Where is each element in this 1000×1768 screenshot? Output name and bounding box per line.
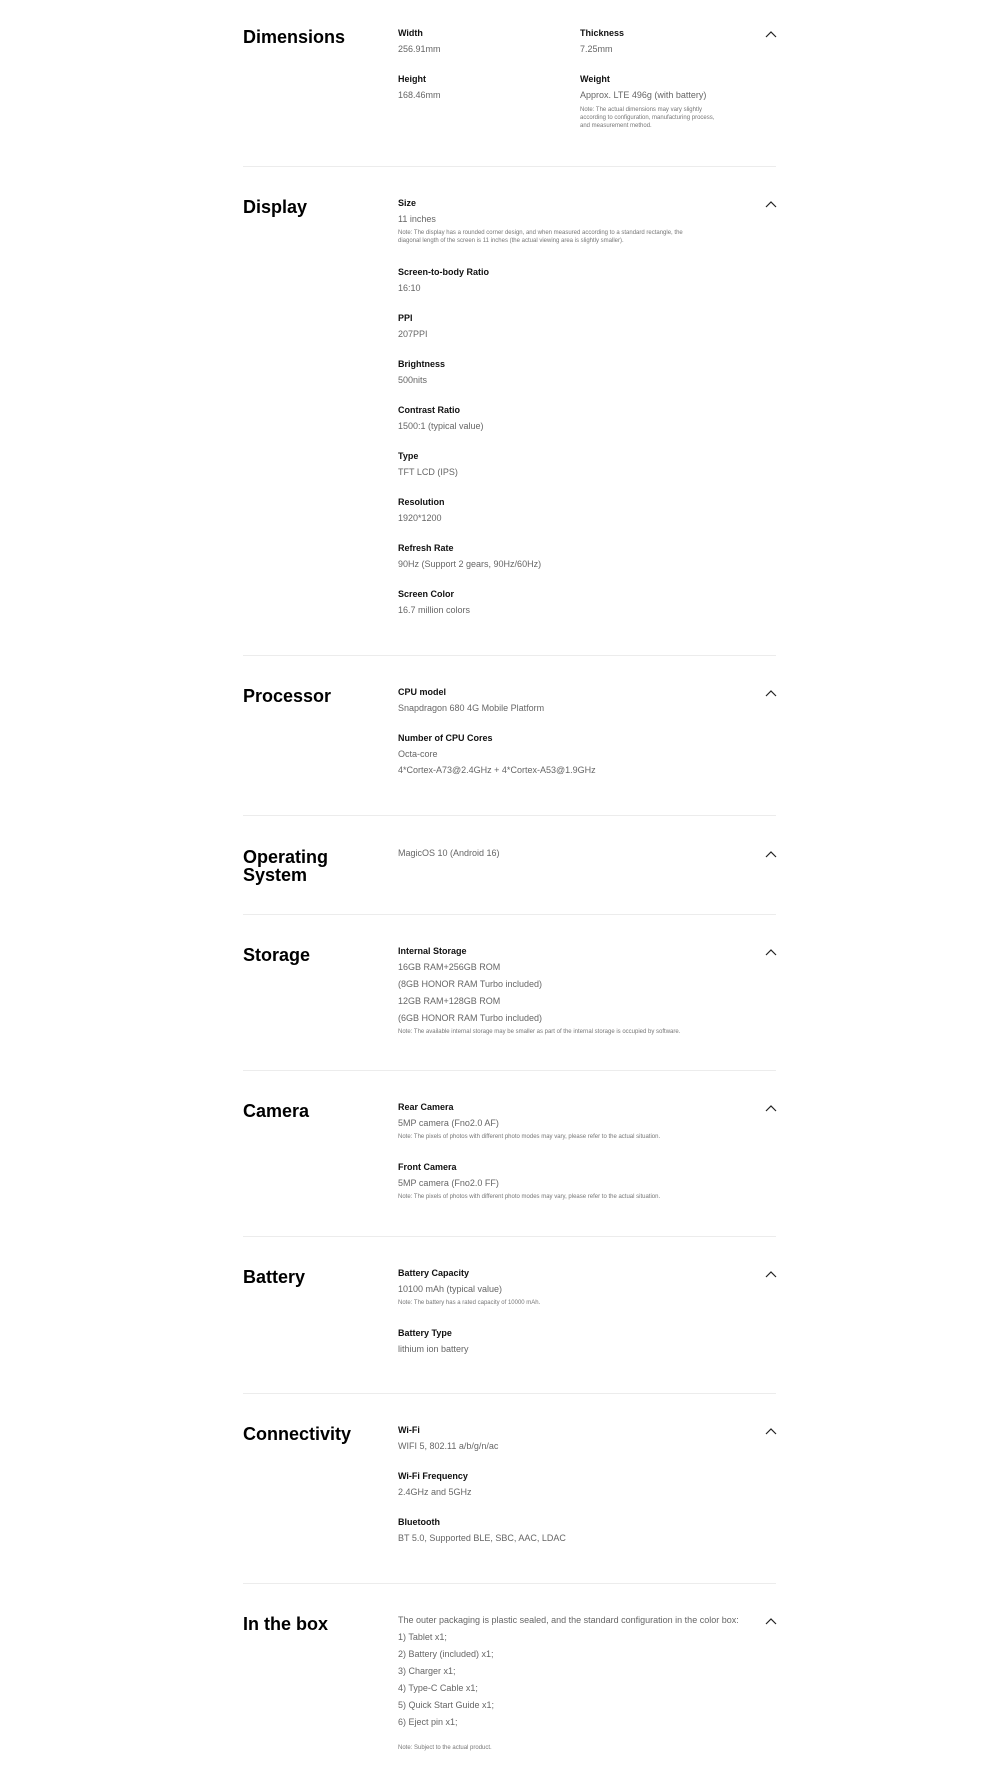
section-battery [243,1268,776,1368]
spec-battery-type [398,1328,469,1355]
spec-label: Internal Storage [398,946,467,956]
spec-wifi-frequency [398,1471,472,1498]
spec-size [398,198,768,245]
spec-value: 16GB RAM+256GB ROM [398,962,501,972]
spec-wifi [398,1425,498,1452]
section-title: Camera [243,1101,310,1121]
spec-label: Wi-Fi [398,1425,420,1435]
spec-battery-capacity [398,1268,768,1307]
spec-note: Note: Subject to the actual product. [398,1745,492,1751]
spec-value: Snapdragon 680 4G Mobile Platform [398,703,545,713]
spec-value: 12GB RAM+128GB ROM [398,996,501,1006]
spec-value: WIFI 5, 802.11 a/b/g/n/ac [398,1441,499,1451]
section-divider [243,655,776,656]
section-storage [243,946,776,1046]
spec-brightness [398,359,445,386]
spec-label: Screen-to-body Ratio [398,267,490,277]
spec-weight [580,74,770,130]
section-in-the-box [243,1615,776,1765]
spec-value: 168.46mm [398,90,441,100]
section-operating-system [243,848,776,908]
spec-contrast [398,405,484,432]
spec-rear-camera [398,1102,768,1141]
chevron-up-icon[interactable] [765,1427,777,1435]
section-title: Storage [243,945,311,965]
spec-value: Octa-core [398,749,438,759]
spec-type [398,451,458,478]
spec-value: MagicOS 10 (Android 16) [398,848,500,858]
section-divider [243,1070,776,1071]
spec-note: Note: The pixels of photos with different photo modes may vary, please refer to the actual situation. [398,1194,661,1200]
spec-label: PPI [398,313,413,323]
spec-label: Refresh Rate [398,543,454,553]
note-line: Note: The actual dimensions may vary slightly [580,107,702,113]
section-title [243,848,393,884]
spec-label: Number of CPU Cores [398,733,493,743]
chevron-up-icon[interactable] [765,850,777,858]
section-processor [243,687,776,787]
section-title: Battery [243,1267,306,1287]
spec-value: 10100 mAh (typical value) [398,1284,503,1294]
spec-value: 500nits [398,375,428,385]
spec-label: Width [398,28,423,38]
spec-value: TFT LCD (IPS) [398,467,458,477]
spec-label: Height [398,74,426,84]
spec-label: Type [398,451,419,461]
box-contents [398,1615,768,1752]
spec-label: Wi-Fi Frequency [398,1471,468,1481]
chevron-up-icon[interactable] [765,689,777,697]
spec-label: Thickness [580,28,625,38]
spec-os [398,848,500,859]
section-title: Connectivity [243,1424,352,1444]
spec-note: Note: The available internal storage may be smaller as part of the internal storage is occupied by software. [398,1029,681,1035]
title-line: Operating [243,847,329,867]
spec-value: 2.4GHz and 5GHz [398,1487,472,1497]
spec-value: (8GB HONOR RAM Turbo included) [398,979,543,989]
spec-value: 90Hz (Support 2 gears, 90Hz/60Hz) [398,559,542,569]
spec-label: Weight [580,74,610,84]
section-title: Dimensions [243,27,346,47]
section-divider [243,166,776,167]
spec-note: Note: The pixels of photos with different photo modes may vary, please refer to the actual situation. [398,1134,661,1140]
spec-note: Note: The battery has a rated capacity of 10000 mAh. [398,1300,541,1306]
spec-resolution [398,497,445,524]
spec-note [580,106,770,130]
section-divider [243,914,776,915]
section-dimensions [243,28,776,138]
note-line: diagonal length of the screen is 11 inches (the actual viewing area is slightly smaller). [398,238,624,244]
spec-label: Size [398,198,417,208]
spec-value: 1920*1200 [398,513,442,523]
section-divider [243,1583,776,1584]
spec-value: 16.7 million colors [398,605,471,615]
spec-label: CPU model [398,687,447,697]
spec-value: 5MP camera (Fno2.0 FF) [398,1178,499,1188]
note-line: and measurement method. [580,123,652,129]
spec-label: Bluetooth [398,1517,440,1527]
section-divider [243,1236,776,1237]
spec-screen-color [398,589,470,616]
spec-label: Battery Type [398,1328,452,1338]
chevron-up-icon[interactable] [765,30,777,38]
list-item: 4) Type-C Cable x1; [398,1683,478,1693]
spec-value: 16:10 [398,283,421,293]
section-divider [243,815,776,816]
section-title: In the box [243,1614,328,1634]
spec-value: 7.25mm [580,44,613,54]
spec-width [398,28,441,55]
spec-value: 11 inches [398,214,436,224]
section-title: Processor [243,686,332,706]
spec-value: 1500:1 (typical value) [398,421,484,431]
spec-value: Approx. LTE 496g (with battery) [580,90,707,100]
spec-cores [398,733,596,776]
section-camera [243,1102,776,1212]
list-item: 5) Quick Start Guide x1; [398,1700,495,1710]
spec-note [398,229,768,245]
section-title: Display [243,197,308,217]
spec-internal-storage [398,946,768,1036]
spec-bluetooth [398,1517,566,1544]
list-item: 3) Charger x1; [398,1666,456,1676]
spec-label: Front Camera [398,1162,457,1172]
note-line: Note: The display has a rounded corner design, and when measured according to a standard rectangle, the [398,230,683,236]
spec-thickness [580,28,624,55]
spec-label: Screen Color [398,589,455,599]
list-item: 2) Battery (included) x1; [398,1649,494,1659]
spec-label: Contrast Ratio [398,405,461,415]
spec-cpu [398,687,544,714]
list-item: 6) Eject pin x1; [398,1717,458,1727]
list-item: 1) Tablet x1; [398,1632,447,1642]
note-line: according to configuration, manufacturing process, [580,115,715,121]
spec-value: BT 5.0, Supported BLE, SBC, AAC, LDAC [398,1533,566,1543]
spec-refresh [398,543,541,570]
spec-value: 5MP camera (Fno2.0 AF) [398,1118,499,1128]
spec-value: 4*Cortex-A73@2.4GHz + 4*Cortex-A53@1.9GHz [398,765,596,775]
spec-ppi [398,313,428,340]
spec-value: lithium ion battery [398,1344,469,1354]
title-line: System [243,865,308,885]
section-connectivity [243,1425,776,1545]
spec-label: Brightness [398,359,446,369]
spec-value: 256.91mm [398,44,441,54]
spec-height [398,74,441,101]
spec-ratio [398,267,489,294]
spec-label: Battery Capacity [398,1268,470,1278]
section-display [243,198,776,618]
spec-label: Resolution [398,497,445,507]
box-intro: The outer packaging is plastic sealed, and the standard configuration in the color box: [398,1615,739,1625]
spec-front-camera [398,1162,768,1201]
section-divider [243,1393,776,1394]
spec-value: (6GB HONOR RAM Turbo included) [398,1013,543,1023]
spec-label: Rear Camera [398,1102,454,1112]
spec-value: 207PPI [398,329,428,339]
